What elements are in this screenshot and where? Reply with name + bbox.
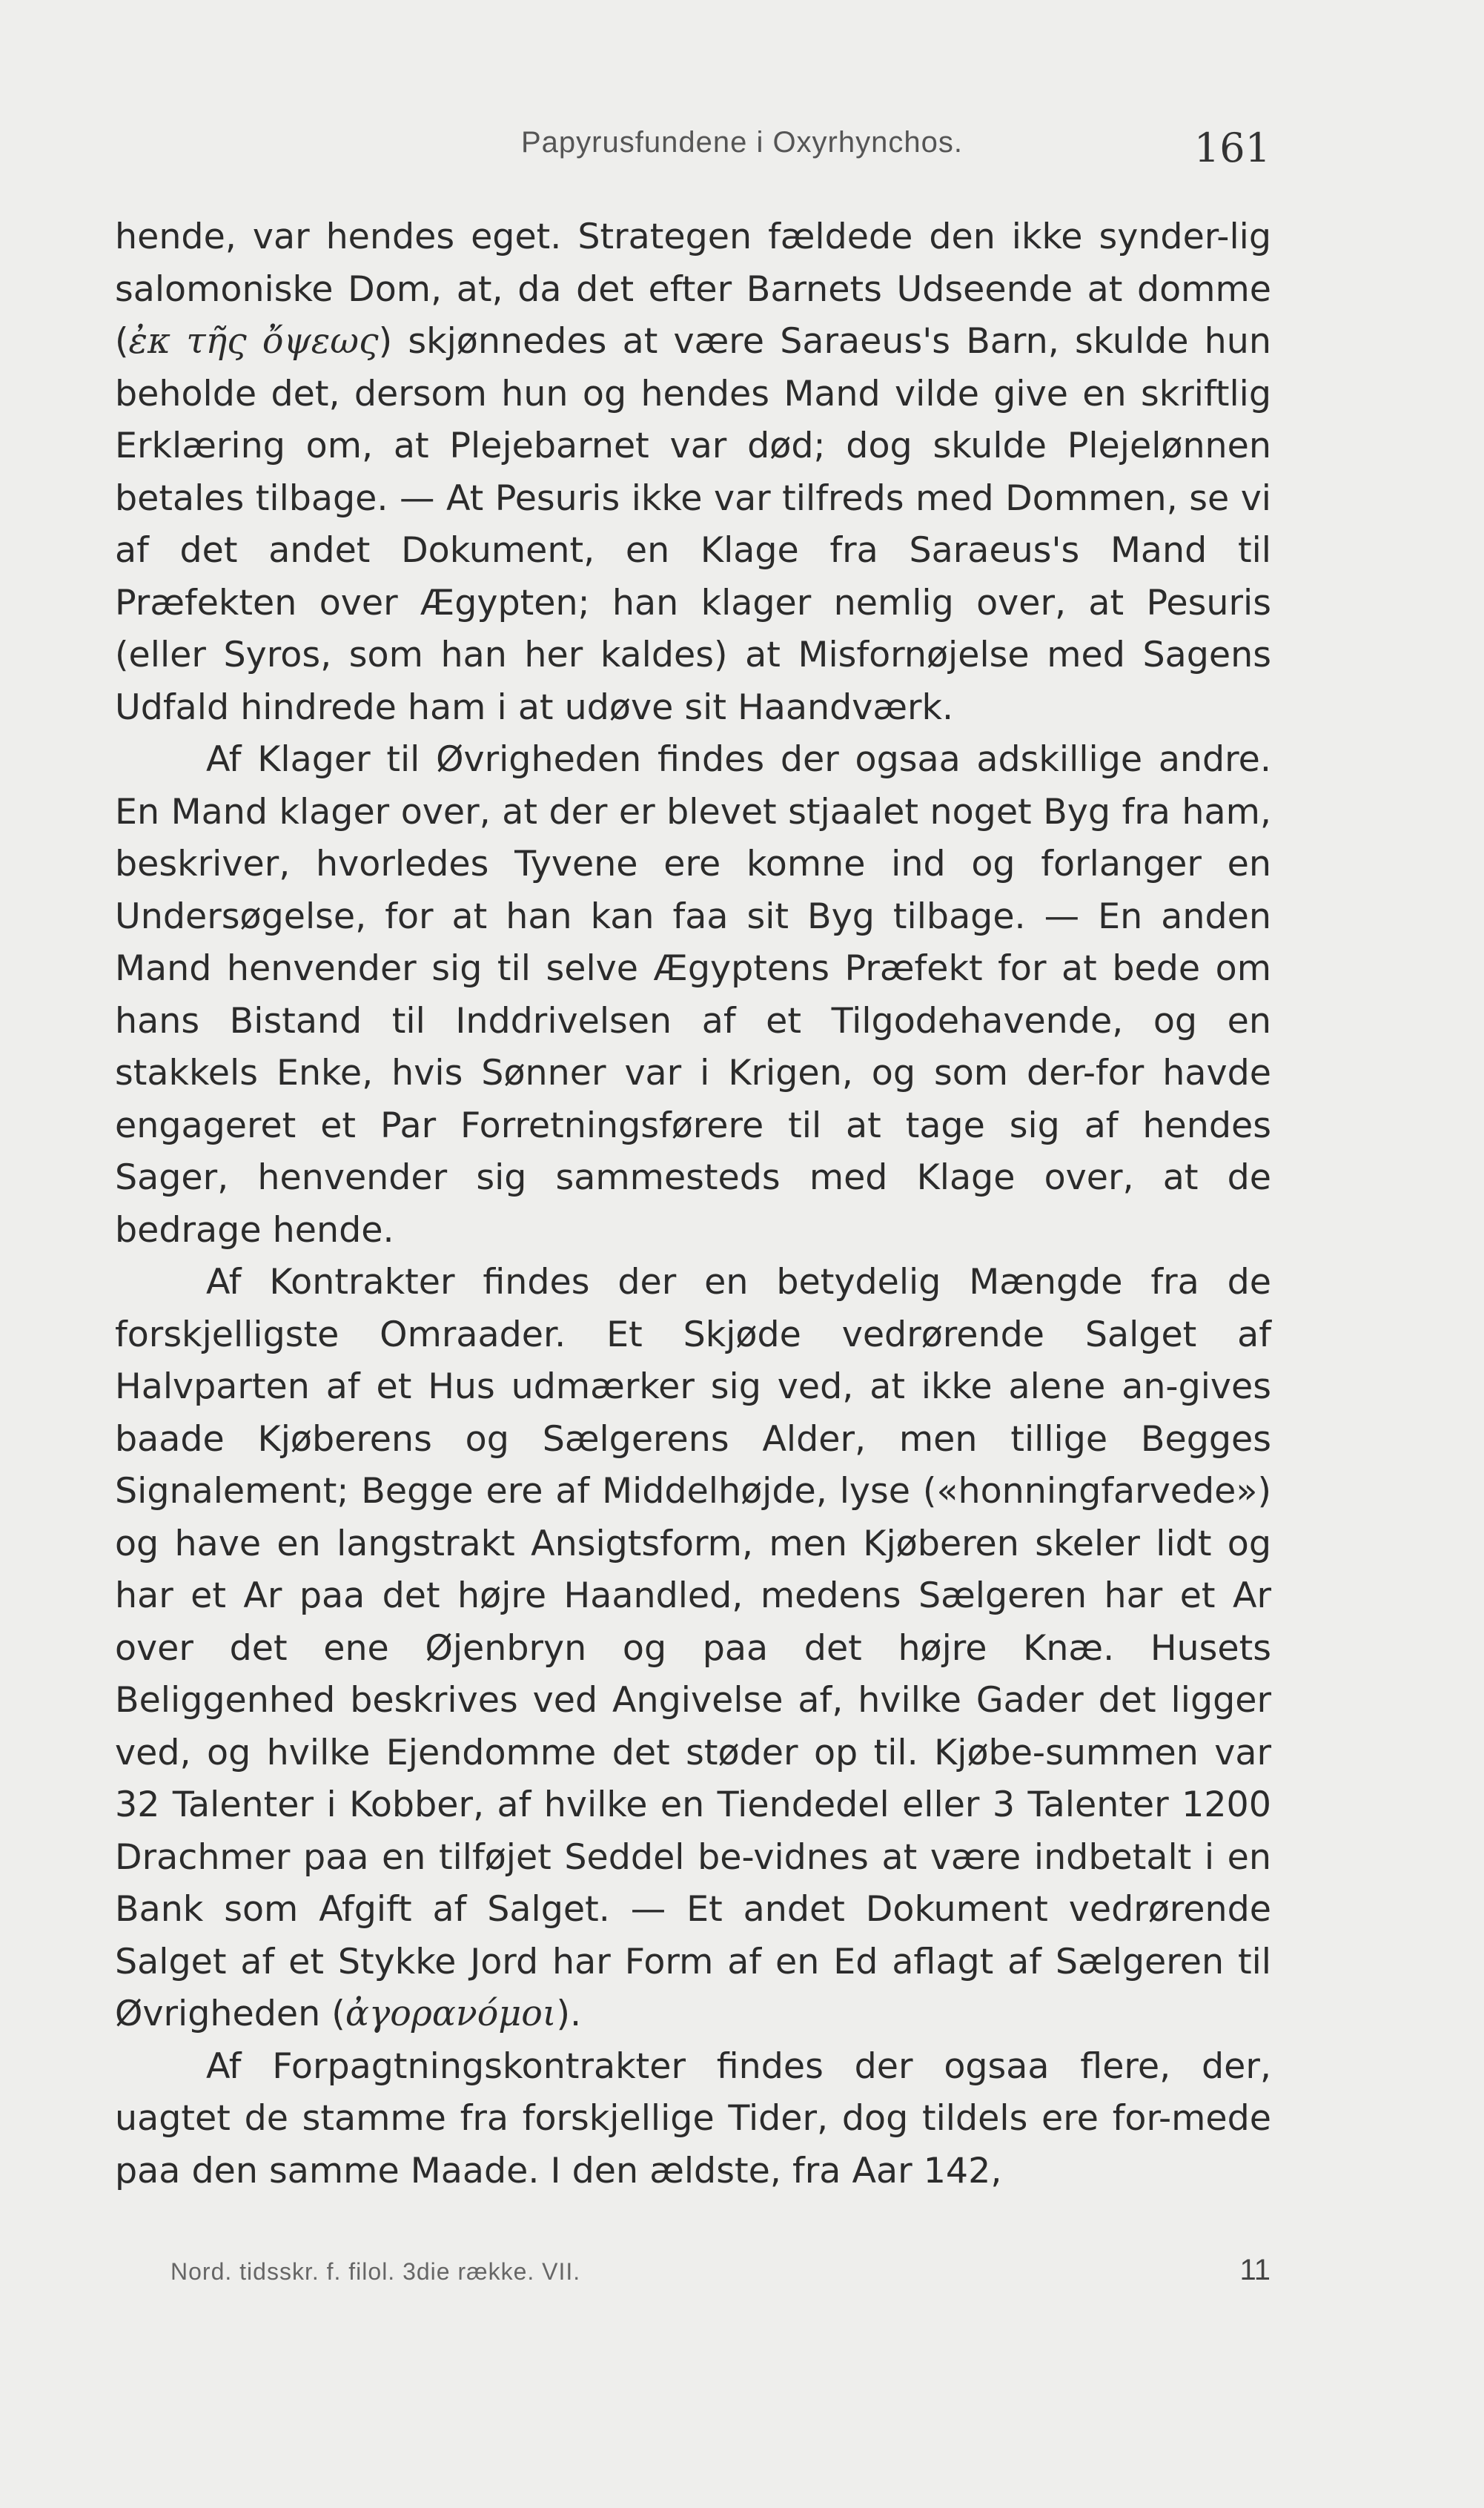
journal-signature: Nord. tidsskr. f. filol. 3die række. VII. [170,2258,581,2285]
paragraph-1 [115,211,1271,734]
paragraph-3 [115,1257,1271,2041]
page-header [0,126,1484,171]
running-title: Papyrusfundene i Oxyrhynchos. [521,126,963,159]
greek-phrase: ἐκ τῆς ὄψεως [128,321,379,362]
sheet-signature: 11 [1239,2254,1271,2286]
greek-term: ἀγορανόμοι [345,1994,557,2034]
paragraph-2: Af Klager til Øvrigheden findes der ogsaa adskillige andre. En Mand klager over, at der er blevet stjaalet noget Byg fra ham, beskriver, hvorledes Tyvene ere komne ind og forlanger en Undersøgelse, for at han kan faa sit Byg tilbage. — En anden Mand henvender sig til selve Ægyptens Præfekt for at bede om hans Bistand til Inddrivelsen af et Tilgodehavende, og en stakkels Enke, hvis Sønner var i Krigen, og som der-for havde engageret et Par Forretningsførere til at tage sig af hendes Sager, henvender sig sammesteds med Klage over, at de bedrage hende. [115,739,1271,1251]
paragraph-1-text-a: hende, var hendes eget. Strategen fældede den ikke synder-lig salomoniske Dom, at, da det efter Barnets Udseende at domme ( [115,216,1271,362]
page-number: 161 [1193,125,1271,171]
paragraph-3-text-a: Af Kontrakter findes der en betydelig Mængde fra de forskjelligste Omraader. Et Skjøde vedrørende Salget af Halvparten af et Hus udmærker sig ved, at ikke alene an-gives baade Kjøberens og Sælgerens Alder, men tillige Begges Signalement; Begge ere af Middelhøjde, lyse («honningfarvede») og have en langstrakt Ansigtsform, men Kjøberen skeler lidt og har et Ar paa det højre Haandled, medens Sælgeren har et Ar over det ene Øjenbryn og paa det højre Knæ. Husets Beliggenhed beskrives ved Angivelse af, hvilke Gader det ligger ved, og hvilke Ejendomme det støder op til. Kjøbe-summen var 32 Talenter i Kobber, af hvilke en Tiendedel eller 3 Talenter 1200 Drachmer paa en tilføjet Seddel be-vidnes at være indbetalt i en Bank som Afgift af Salget. — Et andet Dokument vedrørende Salget af et Stykke Jord har Form af en Ed aflagt af Sælgeren til Øvrigheden ( [115,1262,1271,2034]
paragraph-1-text-b: ) skjønnedes at være Saraeus's Barn, skulde hun beholde det, dersom hun og hendes Mand vilde give en skriftlig Erklæring om, at Plejebarnet var død; dog skulde Plejelønnen betales tilbage. — At Pesuris ikke var tilfreds med Dommen, se vi af det andet Dokument, en Klage fra Saraeus's Mand til Præfekten over Ægypten; han klager nemlig over, at Pesuris (eller Syros, som han her kaldes) at Misfornøjelse med Sagens Udfald hindrede ham i at udøve sit Haandværk. [115,321,1271,728]
body-text [115,211,1271,2197]
paragraph-3-text-b: ). [556,1994,582,2034]
page-footer [170,2254,1271,2291]
paragraph-4: Af Forpagtningskontrakter findes der ogsaa flere, der, uagtet de stamme fra forskjellige Tider, dog tildels ere for-mede paa den samme Maade. I den ældste, fra Aar 142, [115,2045,1271,2191]
